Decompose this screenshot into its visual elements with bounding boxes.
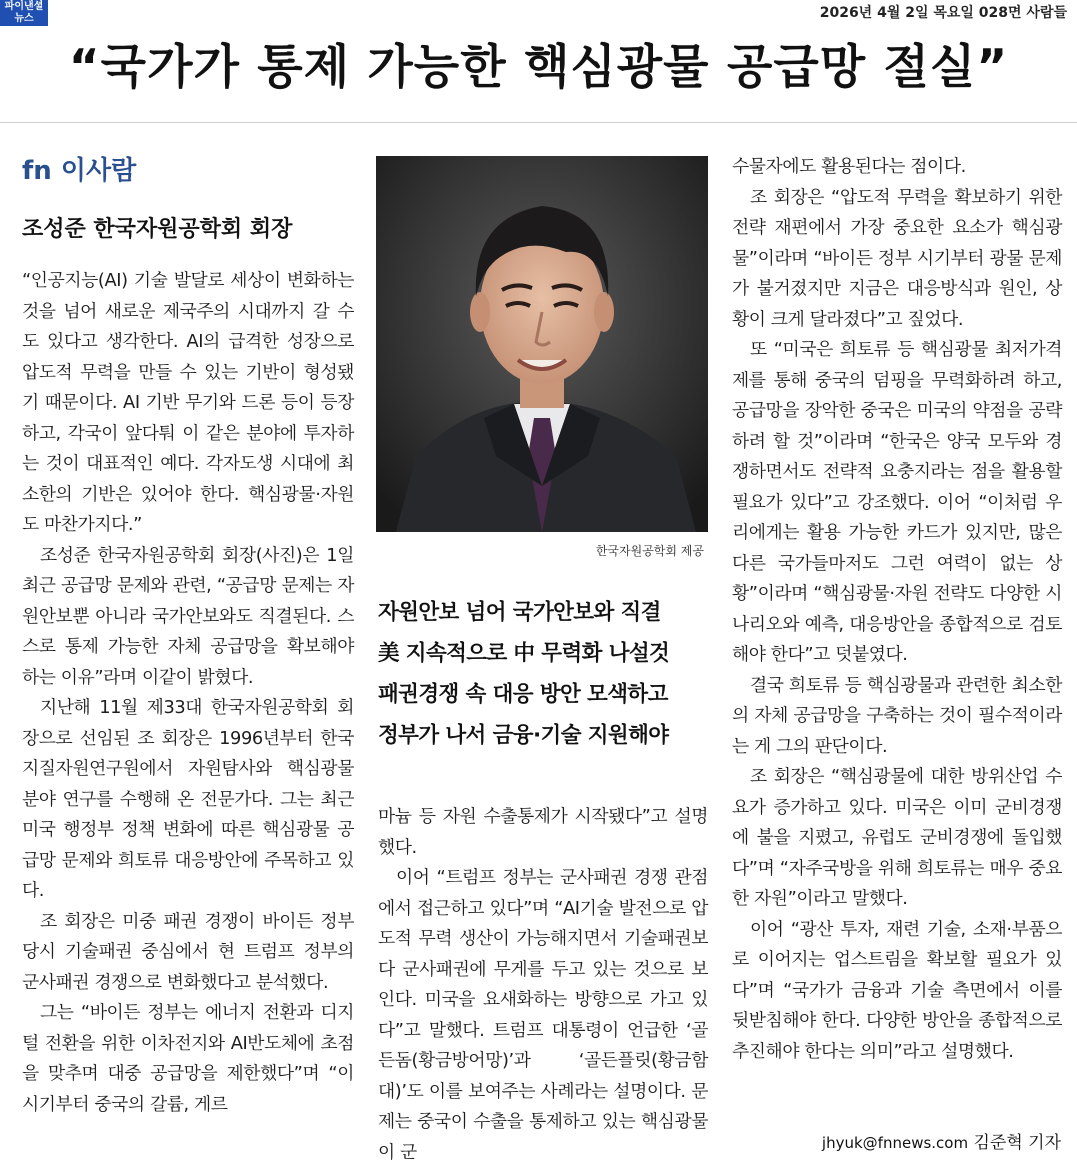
subhead: 패권경쟁 속 대응 방안 모색하고	[378, 682, 668, 707]
newspaper-logo	[0, 0, 48, 26]
paragraph: 조 회장은 “핵심광물에 대한 방위산업 수요가 증가하고 있다. 미국은 이미 군비경쟁에 불을 지폈고, 유럽도 군비경쟁에 돌입했다”며 “자주국방을 위해 희토류는 매우 중요한 자원”이라고 말했다.	[732, 766, 1062, 909]
paragraph: 이어 “트럼프 정부는 군사패권 경쟁 관점에서 접근하고 있다”며 “AI기술 발전으로 압도적 무력 생산이 가능해지면서 기술패권보다 군사패권에 무게를 두고 있는 것으로 보인다. 미국을 요새화하는 방향으로 가고 있다”고 말했다. 트럼프 대통령이 언급한 ‘골든돔(황금방어망)’과 ‘골든플릿(황금함대)’도 이를 보여주는 사례라는 설명이다. 문제는 중국이 수출을 통제하고 있는 핵심광물이 군	[378, 867, 708, 1163]
paragraph: 지난해 11월 제33대 한국자원공학회 회장으로 선임된 조 회장은 1996년부터 한국지질자원연구원에서 자원탐사와 핵심광물 분야 연구를 수행해 온 전문가다. 그는 최근 미국 행정부 정책 변화에 따른 핵심광물 공급망 문제와 희토류 대응방안에 주목하고 있다.	[22, 697, 354, 901]
reporter-name: 김준혁 기자	[973, 1133, 1061, 1153]
paragraph: 조 회장은 “압도적 무력을 확보하기 위한 전략 재편에서 가장 중요한 요소가 핵심광물”이라며 “바이든 정부 시기부터 광물 문제가 불거졌지만 지금은 대응방식과 원인, 상황이 크게 달라졌다”고 짚었다.	[732, 186, 1062, 330]
column-1	[22, 266, 354, 1120]
headline-divider	[0, 122, 1077, 123]
paragraph: 이어 “광산 투자, 재련 기술, 소재·부품으로 이어지는 업스트림을 확보할 필요가 있다”며 “국가가 금융과 기술 측면에서 이를 뒷받침해야 한다. 다양한 방안을 종합적으로 추진해야 한다는 의미”라고 설명했다.	[732, 918, 1062, 1062]
logo-line-1: 파이낸셜	[4, 1, 44, 12]
paragraph: 수물자에도 활용된다는 점이다.	[732, 156, 966, 177]
paragraph: 조성준 한국자원공학회 회장(사진)은 1일 최근 공급망 문제와 관련, “공급망 문제는 자원안보뿐 아니라 국가안보와도 직결된다. 스스로 통제 가능한 자체 공급망을 확보해야 하는 이유”라며 이같이 밝혔다.	[22, 544, 354, 688]
photo-caption: 한국자원공학회 제공	[595, 544, 704, 558]
paragraph: 조 회장은 미중 패권 경쟁이 바이든 정부 당시 기술패권 중심에서 현 트럼프 정부의 군사패권 경쟁으로 변화했다고 분석했다.	[22, 910, 354, 993]
column-2	[378, 802, 708, 1168]
portrait-photo	[376, 156, 708, 532]
subhead: 자원안보 넘어 국가안보와 직결	[378, 600, 661, 625]
paragraph: 그는 “바이든 정부는 에너지 전환과 디지털 전환을 위한 이차전지와 AI반도체에 초점을 맞추며 대중 공급망을 제한했다”며 “이 시기부터 중국의 갈륨, 게르	[22, 1002, 354, 1115]
column-3	[732, 152, 1062, 1067]
headline: “국가가 통제 가능한 핵심광물 공급망 절실”	[68, 40, 1009, 95]
byline	[822, 1128, 1061, 1153]
subheads	[378, 592, 708, 756]
section-label: fn 이사람	[22, 156, 137, 186]
subhead: 정부가 나서 금융·기술 지원해야	[378, 723, 669, 748]
portrait-icon	[376, 156, 708, 532]
paragraph: 결국 희토류 등 핵심광물과 관련한 최소한의 자체 공급망을 구축하는 것이 필수적이라는 게 그의 판단이다.	[732, 674, 1062, 757]
reporter-email[interactable]: jhyuk@fnnews.com	[821, 1134, 969, 1152]
dateline: 2026년 4월 2일 목요일 028면 사람들	[819, 5, 1067, 21]
logo-line-2: 뉴스	[14, 13, 34, 24]
subhead: 美 지속적으로 中 무력화 나설것	[378, 641, 670, 666]
paragraph: 또 “미국은 희토류 등 핵심광물 최저가격제를 통해 중국의 덤핑을 무력화하려 하고, 공급망을 장악한 중국은 미국의 약점을 공략하려 할 것”이라며 “한국은 양국 모두와 경쟁하면서도 전략적 요충지라는 점을 활용할 필요가 있다”고 강조했다. 이어 “이처럼 우리에게는 활용 가능한 카드가 있지만, 많은 다른 국가들마저도 그런 여력이 없는 상황”이라며 “핵심광물·자원 전략도 다양한 시나리오와 예측, 대응방안을 종합적으로 검토해야 한다”고 덧붙였다.	[732, 339, 1062, 665]
paragraph: 마늄 등 자원 수출통제가 시작됐다”고 설명했다.	[378, 806, 708, 858]
paragraph: “인공지능(AI) 기술 발달로 세상이 변화하는 것을 넘어 새로운 제국주의 시대까지 갈 수도 있다고 생각한다. AI의 급격한 성장으로 압도적 무력을 만들 수 있는 기반이 형성됐기 때문이다. AI 기반 무기와 드론 등이 등장하고, 각국이 앞다퉈 이 같은 분야에 투자하는 것이 대표적인 예다. 각자도생 시대에 최소한의 기반은 있어야 한다. 핵심광물·자원도 마찬가지다.”	[22, 270, 354, 535]
person-title: 조성준 한국자원공학회 회장	[22, 217, 293, 242]
